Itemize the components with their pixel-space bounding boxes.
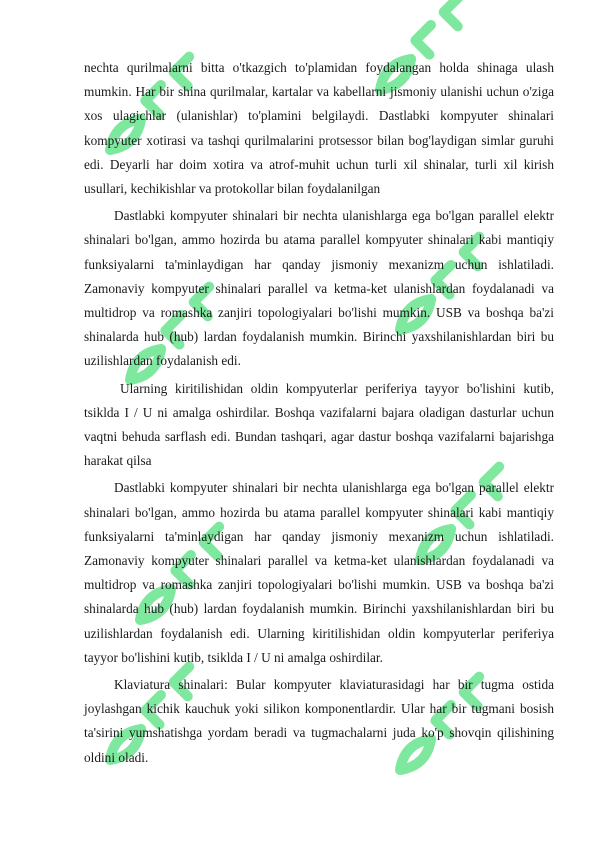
paragraph-1: nechta qurilmalarni bitta o'tkazgich to'plamidan foydalangan holda shinaga ulash mumkin. Har bir shina qurilmalar, kartalar va kabellarni jismoniy ulanishi uchun o'ziga xos ulagichlar (ulanishlar) to'plamini belgilaydi. Dastlabki kompyuter shinalari kompyuter xotirasi va tashqi qurilmalarini protsessor bilan bog'laydigan simlar guruhi edi. Deyarli har doim xotira va atrof-muhit uchun turli xil shinalar, turli xil kirish usullari, kechikishlar va protokollar bilan foydalanilgan [84,60,554,197]
paragraph-4: Dastlabki kompyuter shinalari bir nechta ulanishlarga ega bo'lgan parallel elektr shinalari bo'lgan, ammo hozirda bu atama parallel kompyuter shinalari kabi mantiqiy funksiyalarni ta'minlaydigan har qanday jismoniy mexanizm uchun ishlatiladi. Zamonaviy kompyuter shinalari parallel va ketma-ket ulanishlardan foydalanadi va multidrop va romashka zanjiri topologiyalari bo'lishi mumkin. USB va boshqa ba'zi shinalarda hub (hub) lardan foydalanish mumkin. Birinchi yaxshilanishlardan biri bu uzilishlardan foydalanish edi. Ularning kiritilishidan oldin kompyuterlar periferiya tayyor bo'lishini kutib, tsiklda I / U ni amalga oshirdilar. [84,480,554,665]
paragraph-2: Dastlabki kompyuter shinalari bir nechta ulanishlarga ega bo'lgan parallel elektr shinalari bo'lgan, ammo hozirda bu atama parallel kompyuter shinalari kabi mantiqiy funksiyalarni ta'minlaydigan har qanday jismoniy mexanizm uchun ishlatiladi. Zamonaviy kompyuter shinalari parallel va ketma-ket ulanishlardan foydalanadi va multidrop va romashka zanjiri topologiyalari bo'lishi mumkin. USB va boshqa ba'zi shinalarda hub (hub) lardan foydalanish mumkin. Birinchi yaxshilanishlardan biri bu uzilishlardan foydalanish edi. [84,208,554,369]
paragraph-5: Klaviatura shinalari: Bular kompyuter klaviaturasidagi har bir tugma ostida joylashgan kichik kauchuk yoki silikon komponentlardir. Ular har bir tugmani bosish ta'sirini yumshatishga yordam beradi va tugmachalarni juda ko'p shovqin qilishining oldini oladi. [84,677,554,765]
document-body [84,56,554,773]
paragraph-3: Ularning kiritilishidan oldin kompyuterlar periferiya tayyor bo'lishini kutib, tsiklda I / U ni amalga oshirdilar. Boshqa vazifalarni bajara oladigan dasturlar uchun vaqtni behuda sarflash edi. Bundan tashqari, agar dastur boshqa vazifalarni bajarishga harakat qilsa [84,380,554,469]
